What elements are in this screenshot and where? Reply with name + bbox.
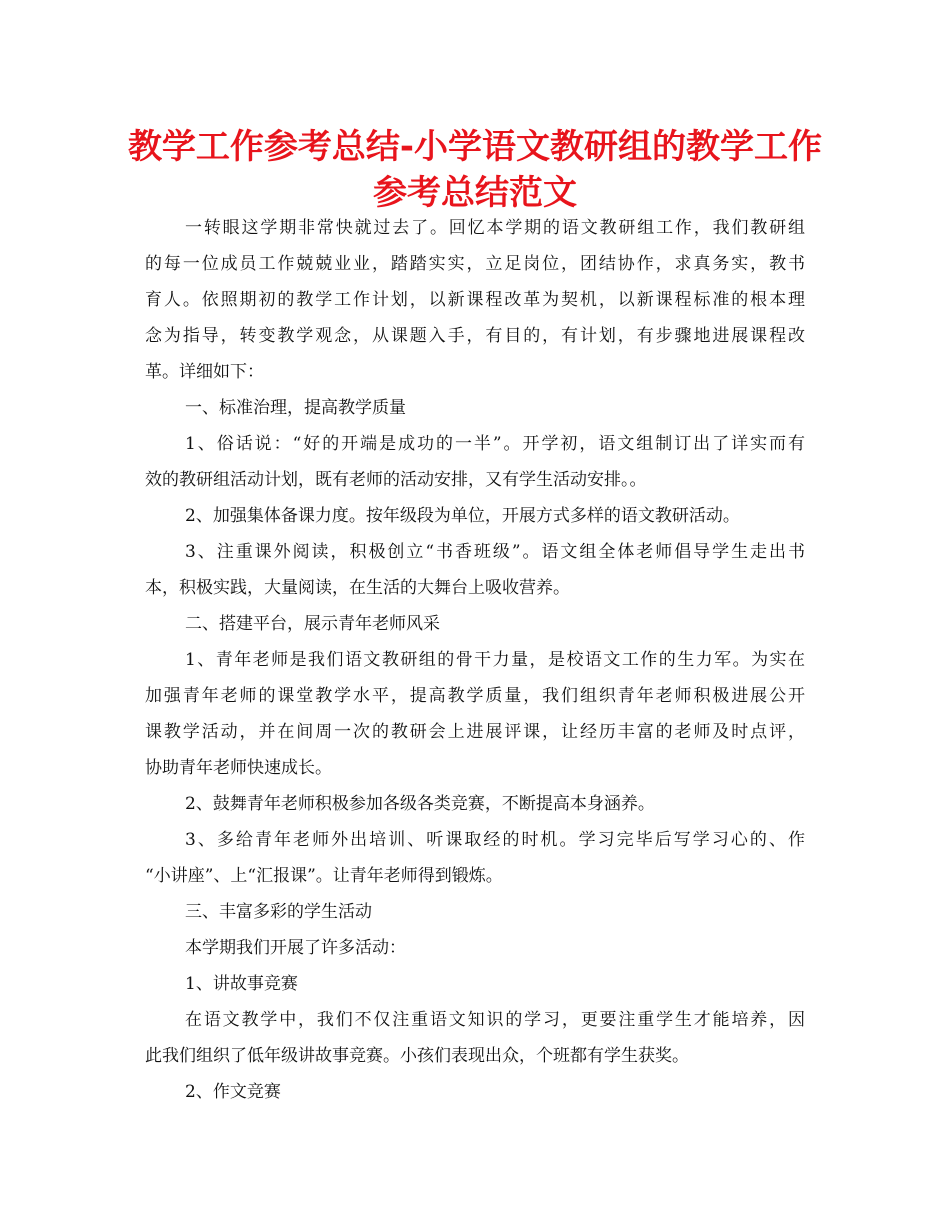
subsection-heading: 2、作文竞赛 xyxy=(185,1082,281,1102)
document-title-line-1: 教学工作参考总结-小学语文教研组的教学工作 xyxy=(127,127,823,167)
section-heading: 二、搭建平台，展示青年老师风采 xyxy=(185,614,440,634)
body-line: 3、多给青年老师外出培训、听课取经的时机。学习完毕后写学习心的、作 xyxy=(185,830,805,850)
body-line: 革。详细如下： xyxy=(145,362,264,382)
body-line: 本学期我们开展了许多活动： xyxy=(185,938,406,958)
body-line: 1、青年老师是我们语文教研组的骨干力量，是校语文工作的生力军。为实在 xyxy=(185,650,805,670)
body-line: 1、俗话说：“好的开端是成功的一半”。开学初，语文组制订出了详实而有 xyxy=(185,434,805,454)
body-line: 协助青年老师快速成长。 xyxy=(145,758,332,778)
body-line: 课教学活动，并在间周一次的教研会上进展评课，让经历丰富的老师及时点评， xyxy=(145,722,805,742)
body-line: 在语文教学中，我们不仅注重语文知识的学习，更要注重学生才能培养，因 xyxy=(185,1010,805,1030)
body-line: 的每一位成员工作兢兢业业，踏踏实实，立足岗位，团结协作，求真务实，教书 xyxy=(145,254,805,274)
section-heading: 一、标准治理，提高教学质量 xyxy=(185,398,406,418)
body-line: 2、加强集体备课力度。按年级段为单位，开展方式多样的语文教研活动。 xyxy=(185,506,740,526)
body-line: 加强青年老师的课堂教学水平，提高教学质量，我们组织青年老师积极进展公开 xyxy=(145,686,805,706)
body-line: 3、注重课外阅读，积极创立“书香班级”。语文组全体老师倡导学生走出书 xyxy=(185,542,805,562)
body-line: 本，积极实践，大量阅读，在生活的大舞台上吸收营养。 xyxy=(145,578,570,598)
document-title-line-2: 参考总结范文 xyxy=(373,173,577,213)
body-line: 念为指导，转变教学观念，从课题入手，有目的，有计划，有步骤地进展课程改 xyxy=(145,326,805,346)
body-line: 此我们组织了低年级讲故事竞赛。小孩们表现出众，个班都有学生获奖。 xyxy=(145,1046,689,1066)
body-line: 效的教研组活动计划，既有老师的活动安排，又有学生活动安排。。 xyxy=(145,470,647,490)
body-line: 一转眼这学期非常快就过去了。回忆本学期的语文教研组工作，我们教研组 xyxy=(185,218,805,238)
body-line: 育人。依照期初的教学工作计划，以新课程改革为契机，以新课程标准的根本理 xyxy=(145,290,805,310)
section-heading: 三、丰富多彩的学生活动 xyxy=(185,902,372,922)
body-line: “小讲座”、上“汇报课”。让青年老师得到锻炼。 xyxy=(145,866,503,886)
body-line: 2、鼓舞青年老师积极参加各级各类竞赛，不断提高本身涵养。 xyxy=(185,794,655,814)
subsection-heading: 1、讲故事竞赛 xyxy=(185,974,298,994)
